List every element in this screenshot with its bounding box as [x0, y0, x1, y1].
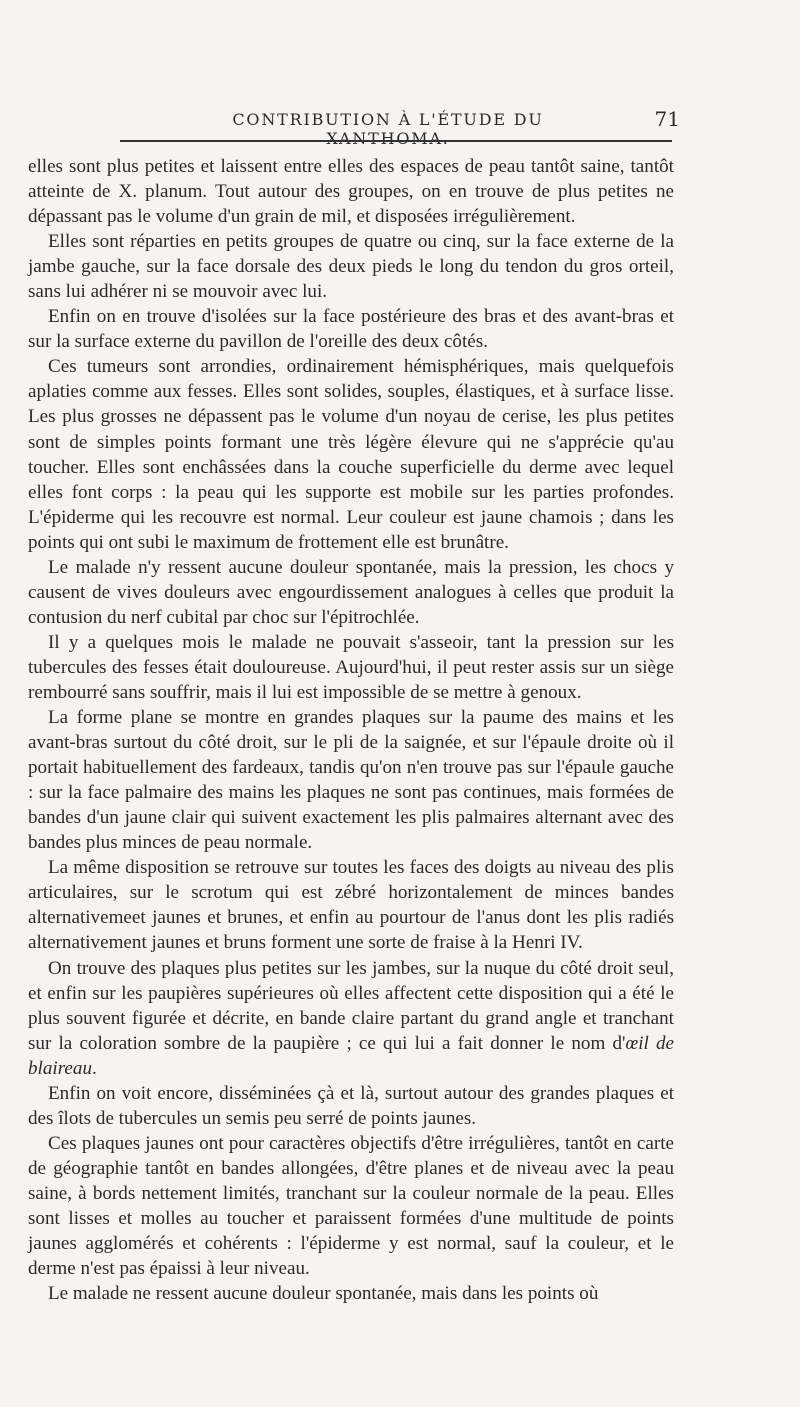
- paragraph: Elles sont réparties en petits groupes de quatre ou cinq, sur la face externe de la jambe gauche, sur la face dorsale des deux pieds le long du tendon du gros orteil, sans lui adhérer ni se mouvoir avec lui.: [28, 231, 674, 303]
- body-text: [28, 154, 674, 1306]
- paragraph: [28, 956, 674, 1081]
- paragraph: Le malade n'y ressent aucune douleur spontanée, mais la pression, les chocs y causent de vives douleurs avec engourdissement analogues à celles que produit la contusion du nerf cubital par choc sur l'épitrochlée.: [28, 556, 674, 628]
- running-title: CONTRIBUTION À L'ÉTUDE DU XANTHOMA.: [232, 110, 544, 148]
- paragraph: elles sont plus petites et laissent entre elles des espaces de peau tantôt saine, tantôt atteinte de X. planum. Tout autour des groupes, on en trouve de plus petites ne dépassant pas le volume d'un grain de mil, et disposées irrégulièrement.: [28, 156, 674, 228]
- paragraph: La même disposition se retrouve sur toutes les faces des doigts au niveau des plis articulaires, sur le scrotum qui est zébré horizontalement de minces bandes alternativemeet jaunes et brunes, et enfin au pourtour de l'anus dont les plis radiés alternativement jaunes et bruns forment une sorte de fraise à la Henri IV.: [28, 857, 674, 954]
- paragraph: Enfin on en trouve d'isolées sur la face postérieure des bras et des avant-bras et sur la surface externe du pavillon de l'oreille des deux côtés.: [28, 306, 674, 353]
- paragraph: Il y a quelques mois le malade ne pouvait s'asseoir, tant la pression sur les tubercules des fesses était douloureuse. Aujourd'hui, il peut rester assis sur un siège rembourré sans souffrir, mais il lui est impossible de se mettre à genoux.: [28, 631, 674, 703]
- header-rule: [120, 140, 672, 142]
- paragraph-text: .: [92, 1057, 97, 1079]
- italic-term: œil de blaireau: [28, 1032, 674, 1079]
- paragraph: Ces tumeurs sont arrondies, ordinairement hémisphériques, mais quelquefois aplaties comme aux fesses. Elles sont solides, souples, élastiques, et à surface lisse. Les plus grosses ne dépassent pas le volume d'un noyau de cerise, les plus petites sont de simples points formant une très légère élevure qui ne s'apprécie qu'au toucher. Elles sont enchâssées dans la couche superficielle du derme avec lequel elles font corps : la peau qui les supporte est mobile sur les parties profondes. L'épiderme qui les recouvre est normal. Leur couleur est jaune chamois ; dans les points qui ont subi le maximum de frottement elle est brunâtre.: [28, 356, 674, 553]
- paragraph: Ces plaques jaunes ont pour caractères objectifs d'être irrégulières, tantôt en carte de géographie tantôt en bandes allongées, d'être planes et de niveau avec la peau saine, à bords nettement limités, tranchant sur la couleur normale de la peau. Elles sont lisses et molles au toucher et paraissent formées d'une multitude de points jaunes agglomérés et cohérents : l'épiderme y est normal, sauf la couleur, et le derme n'est pas épaissi à leur niveau.: [28, 1132, 674, 1280]
- paragraph-text: On trouve des plaques plus petites sur les jambes, sur la nuque du côté droit seul, et enfin sur les paupières supérieures où elles affectent cette disposition qui a été le plus souvent figurée et décrite, en bande claire partant du grand angle et tranchant sur la coloration sombre de la paupière ; ce qui lui a fait donner le nom d': [28, 957, 674, 1054]
- paragraph: La forme plane se montre en grandes plaques sur la paume des mains et les avant-bras surtout du côté droit, sur le pli de la saignée, et sur l'épaule droite où il portait habituellement des fardeaux, tandis qu'on n'en trouve pas sur l'épaule gauche : sur la face palmaire des mains les plaques ne sont pas continues, mais formées de bandes d'un jaune clair qui suivent exactement les plis palmaires alternant avec des bandes plus minces de peau normale.: [28, 707, 674, 854]
- paragraph: Enfin on voit encore, disséminées çà et là, surtout autour des grandes plaques et des îlots de tubercules un semis peu serré de points jaunes.: [28, 1082, 674, 1129]
- page-number: 71: [654, 107, 680, 131]
- paragraph: Le malade ne ressent aucune douleur spontanée, mais dans les points où: [48, 1283, 599, 1305]
- running-head: [120, 107, 680, 148]
